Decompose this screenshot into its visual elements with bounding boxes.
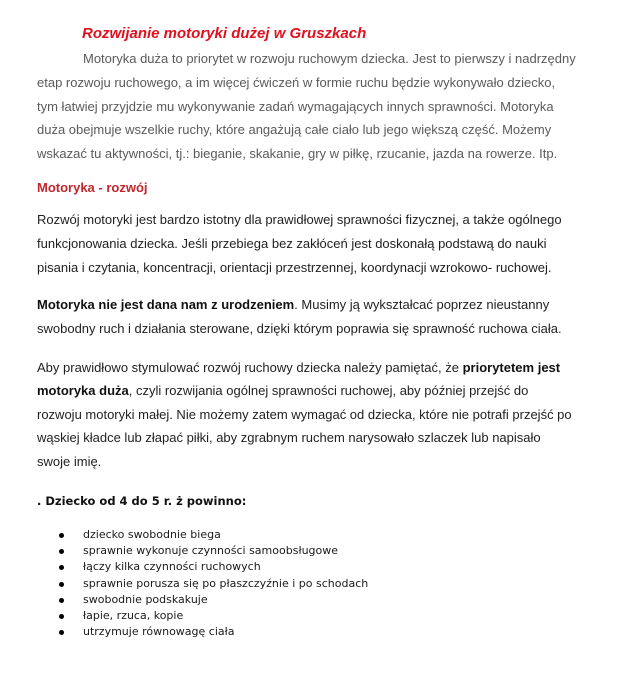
- bullet-icon: [59, 582, 64, 587]
- intro-line: duża obejmuje wszelkie ruchy, które angażują całe ciało lub jego większą część. Możemy: [37, 122, 552, 138]
- bullet-icon: [59, 549, 64, 554]
- list-item-label: dziecko swobodnie biega: [83, 528, 221, 541]
- intro-line: tym łatwiej przyjdzie mu wykonywanie zadań wymagających innych sprawności. Motoryka: [37, 98, 554, 114]
- list-item-label: łapie, rzuca, kopie: [83, 609, 184, 623]
- paragraph-line: swobodny ruch i działania sterowane, dzięki którym poprawia się sprawność ruchowa ciała.: [37, 321, 562, 336]
- list-item-label: sprawnie wykonuje czynności samoobsługowe: [83, 544, 339, 558]
- not-innate-paragraph: [37, 293, 562, 341]
- paragraph-line: wąskiej kładce lub złapać piłki, aby zgrabnym ruchem narysowało szlaczek lub napisało: [37, 430, 541, 446]
- list-item-label: utrzymuje równowagę ciała: [83, 625, 235, 639]
- paragraph-line: swoje imię.: [37, 453, 102, 469]
- stimulation-paragraph: [37, 356, 572, 473]
- paragraph-line: funkcjonowania dziecka. Jeśli przebiega bez zakłóceń jest doskonałą podstawą do nauki: [37, 236, 547, 251]
- section-heading: Motoryka - rozwój: [37, 180, 148, 195]
- intro-line: wskazać tu aktywności, tj.: bieganie, skakanie, gry w piłkę, rzucanie, jazda na rowerze. Itp.: [37, 146, 558, 162]
- paragraph-text: . Musimy ją wykształcać poprzez nieustanny: [294, 297, 550, 312]
- bold-statement: Motoryka nie jest dana nam z urodzeniem: [37, 297, 295, 312]
- skills-list: [59, 527, 368, 640]
- bullet-icon: [59, 598, 64, 603]
- bullet-icon: [59, 533, 64, 538]
- paragraph-line: [37, 293, 562, 317]
- list-item-label: łączy kilka czynności ruchowych: [83, 560, 261, 574]
- intro-line: Motoryka duża to priorytet w rozwoju ruchowym dziecka. Jest to pierwszy i nadrzędny: [83, 51, 576, 66]
- list-item: [59, 527, 368, 543]
- bullet-icon: [59, 565, 64, 570]
- list-item: [59, 624, 368, 640]
- list-item: [59, 608, 368, 624]
- bold-phrase: motoryka duża: [37, 383, 129, 399]
- document-title: Rozwijanie motoryki dużej w Gruszkach: [82, 25, 367, 42]
- paragraph-line: Rozwój motoryki jest bardzo istotny dla prawidłowej sprawności fizycznej, a także ogólnego: [37, 212, 562, 227]
- list-item: [59, 559, 368, 575]
- list-item-label: swobodnie podskakuje: [83, 592, 208, 606]
- list-item: [59, 576, 368, 592]
- list-item: [59, 592, 368, 608]
- intro-paragraph: [37, 47, 587, 166]
- list-item: [59, 543, 368, 559]
- bullet-icon: [59, 630, 64, 635]
- bullet-icon: [59, 614, 64, 619]
- paragraph-line: [37, 356, 572, 379]
- paragraph-line: pisania i czytania, koncentracji, orientacji przestrzennej, koordynacji wzrokowo- ruchowej.: [37, 260, 552, 275]
- bold-phrase: priorytetem jest: [462, 360, 561, 375]
- list-item-label: sprawnie porusza się po płaszczyźnie i po schodach: [83, 576, 369, 590]
- list-heading: . Dziecko od 4 do 5 r. ż powinno:: [37, 494, 247, 508]
- paragraph-text: Aby prawidłowo stymulować rozwój ruchowy dziecka należy pamiętać, że: [37, 360, 463, 375]
- intro-line: etap rozwoju ruchowego, a im więcej ćwiczeń w formie ruchu będzie wykonywało dziecko,: [37, 74, 556, 90]
- paragraph-line: [37, 379, 572, 402]
- paragraph-text: , czyli rozwijania ogólnej sprawności ruchowej, aby później przejść do: [128, 383, 529, 399]
- development-paragraph: [37, 208, 562, 280]
- paragraph-line: rozwoju motoryki małej. Nie możemy zatem wymagać od dziecka, które nie potrafi przejść po: [37, 406, 572, 422]
